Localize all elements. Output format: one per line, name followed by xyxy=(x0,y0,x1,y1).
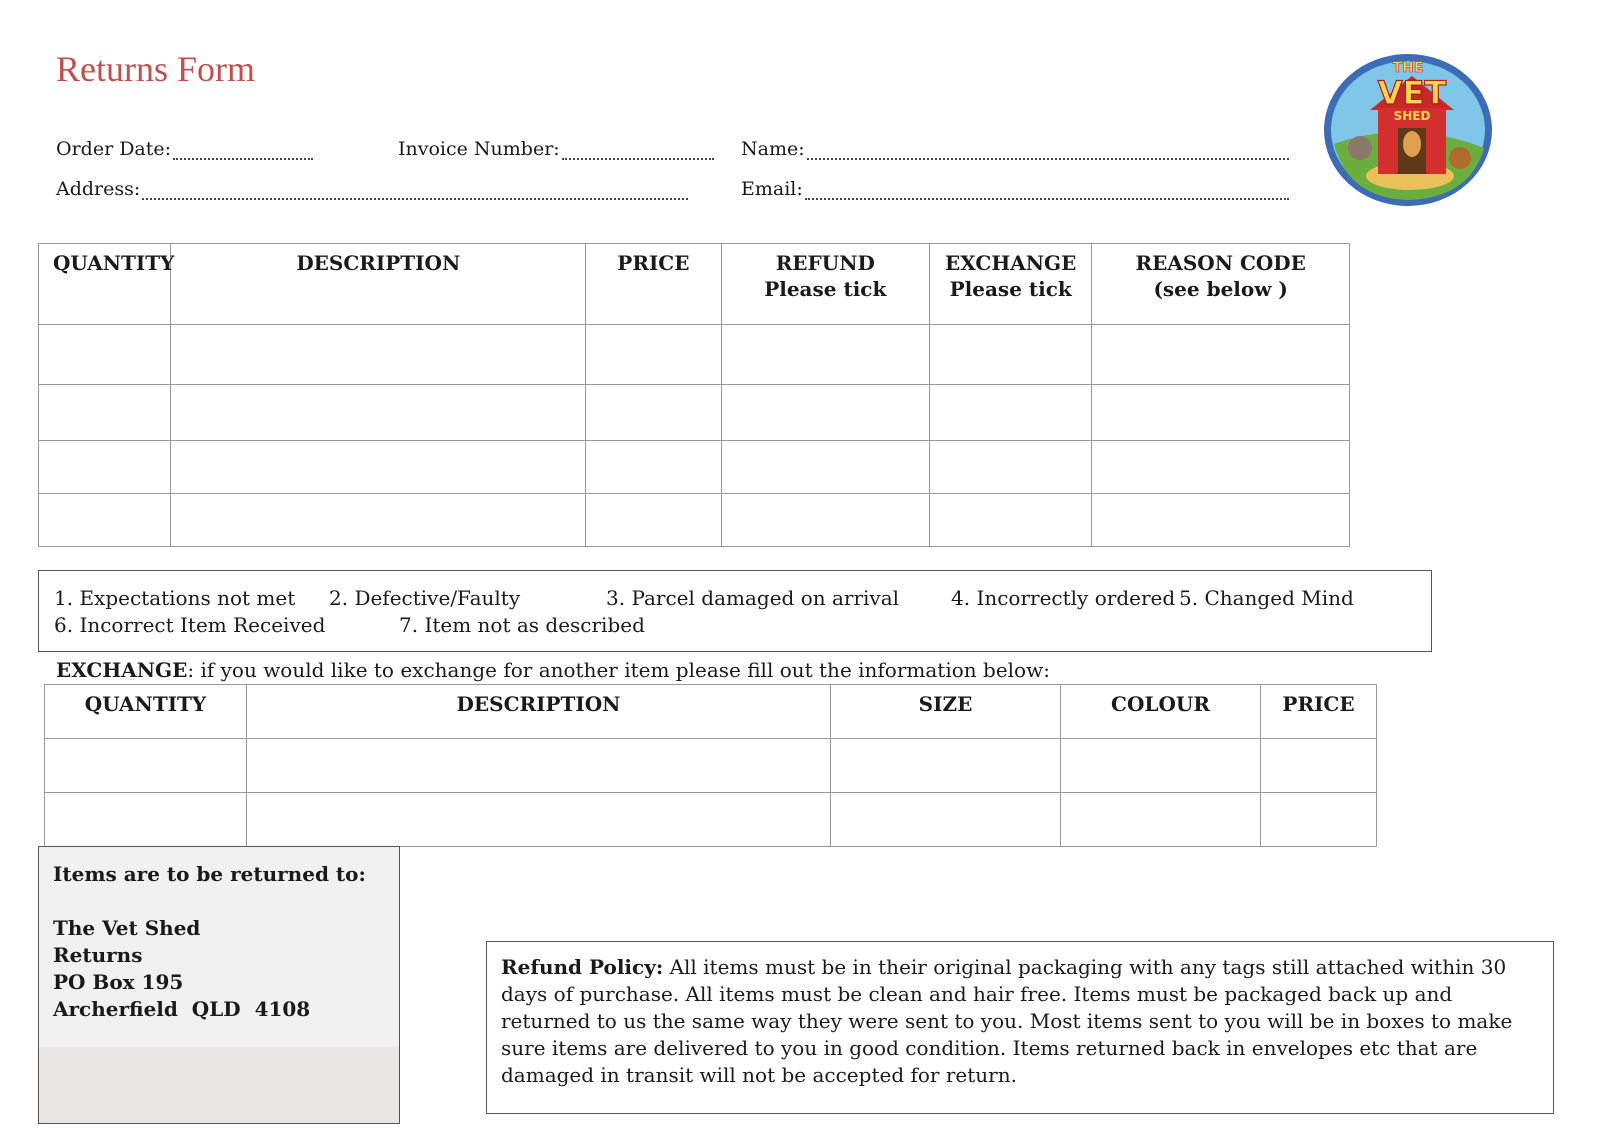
cell-description[interactable] xyxy=(247,793,831,847)
cell-exchange[interactable] xyxy=(930,441,1092,494)
cell-exchange[interactable] xyxy=(930,494,1092,547)
vet-shed-logo xyxy=(1320,48,1498,210)
reason-code-2: 2. Defective/Faulty xyxy=(329,586,521,610)
cell-size[interactable] xyxy=(831,739,1061,793)
exchange-note xyxy=(56,658,1050,682)
address-field[interactable] xyxy=(56,178,688,200)
order-date-label: Order Date: xyxy=(56,138,172,160)
cell-refund[interactable] xyxy=(721,325,929,385)
invoice-number-label: Invoice Number: xyxy=(398,138,560,160)
header-refund: REFUND Please tick xyxy=(721,244,929,325)
order-date-field[interactable] xyxy=(56,138,313,160)
address-line-company: The Vet Shed xyxy=(53,916,201,940)
name-label: Name: xyxy=(741,138,805,160)
cell-size[interactable] xyxy=(831,793,1061,847)
return-address-box xyxy=(38,846,400,1124)
cell-description[interactable] xyxy=(171,494,586,547)
cell-refund[interactable] xyxy=(721,385,929,441)
cell-price[interactable] xyxy=(1261,793,1377,847)
reason-codes-box xyxy=(38,570,1432,652)
reason-code-4: 4. Incorrectly ordered xyxy=(951,586,1176,610)
exchange-note-label: EXCHANGE xyxy=(56,658,188,682)
cell-refund[interactable] xyxy=(721,441,929,494)
cell-quantity[interactable] xyxy=(39,441,171,494)
cell-price[interactable] xyxy=(1261,739,1377,793)
name-field[interactable] xyxy=(741,138,1289,160)
address-line-department: Returns xyxy=(53,943,143,967)
cell-price[interactable] xyxy=(586,385,721,441)
cell-exchange[interactable] xyxy=(930,325,1092,385)
returns-header-row xyxy=(39,244,1350,325)
cell-refund[interactable] xyxy=(721,494,929,547)
logo-text-sub: SHED xyxy=(1393,109,1431,123)
cell-description[interactable] xyxy=(247,739,831,793)
cell-quantity[interactable] xyxy=(45,739,247,793)
cell-description[interactable] xyxy=(171,325,586,385)
return-address-heading: Items are to be returned to: xyxy=(53,862,366,886)
email-field[interactable] xyxy=(741,178,1289,200)
name-line[interactable] xyxy=(807,144,1289,160)
cell-colour[interactable] xyxy=(1061,793,1261,847)
cell-reason-code[interactable] xyxy=(1092,385,1350,441)
reason-code-6: 6. Incorrect Item Received xyxy=(54,613,326,637)
order-date-line[interactable] xyxy=(173,144,313,160)
exchange-header-quantity: QUANTITY xyxy=(45,685,247,739)
table-row xyxy=(45,793,1377,847)
cell-exchange[interactable] xyxy=(930,385,1092,441)
reason-code-3: 3. Parcel damaged on arrival xyxy=(606,586,900,610)
reason-code-7: 7. Item not as described xyxy=(399,613,645,637)
table-row xyxy=(39,385,1350,441)
exchange-header-row xyxy=(45,685,1377,739)
exchange-header-description: DESCRIPTION xyxy=(247,685,831,739)
address-line-po-box: PO Box 195 xyxy=(53,970,184,994)
header-description: DESCRIPTION xyxy=(171,244,586,325)
invoice-number-line[interactable] xyxy=(562,144,714,160)
header-exchange-sub: Please tick xyxy=(949,277,1072,301)
address-label: Address: xyxy=(56,178,141,200)
exchange-header-price: PRICE xyxy=(1261,685,1377,739)
cell-reason-code[interactable] xyxy=(1092,441,1350,494)
email-line[interactable] xyxy=(805,184,1289,200)
logo-text-main: VET xyxy=(1377,74,1447,112)
returns-table xyxy=(38,243,1350,547)
cell-price[interactable] xyxy=(586,325,721,385)
header-reason-code-sub: (see below ) xyxy=(1153,277,1288,301)
reason-code-1: 1. Expectations not met xyxy=(54,586,296,610)
exchange-note-text: : if you would like to exchange for another item please fill out the information below: xyxy=(187,658,1050,682)
header-quantity: QUANTITY xyxy=(39,244,171,325)
cell-reason-code[interactable] xyxy=(1092,325,1350,385)
logo-text-top: THE xyxy=(1392,60,1424,76)
exchange-table xyxy=(44,684,1377,847)
cell-description[interactable] xyxy=(171,385,586,441)
exchange-header-colour: COLOUR xyxy=(1061,685,1261,739)
cell-quantity[interactable] xyxy=(45,793,247,847)
cell-price[interactable] xyxy=(586,441,721,494)
form-title: Returns Form xyxy=(56,49,256,89)
cell-reason-code[interactable] xyxy=(1092,494,1350,547)
table-row xyxy=(39,494,1350,547)
refund-policy-label: Refund Policy: xyxy=(501,955,664,979)
cell-quantity[interactable] xyxy=(39,325,171,385)
cell-colour[interactable] xyxy=(1061,739,1261,793)
header-reason-code: REASON CODE (see below ) xyxy=(1092,244,1350,325)
email-label: Email: xyxy=(741,178,803,200)
table-row xyxy=(39,325,1350,385)
cell-price[interactable] xyxy=(586,494,721,547)
reason-code-5: 5. Changed Mind xyxy=(1179,586,1354,610)
header-price: PRICE xyxy=(586,244,721,325)
address-line[interactable] xyxy=(142,184,688,200)
refund-policy-text: All items must be in their original packaging with any tags still attached within 30 days of purchase. All items must be clean and hair free. Items must be packaged back up and returned to us the same way they were sent to you. Most items sent to you will be in boxes to make sure items are delivered to you in good condition. Items returned back in envelopes etc that are damaged in transit will not be accepted for return. xyxy=(501,955,1513,1087)
cell-description[interactable] xyxy=(171,441,586,494)
exchange-header-size: SIZE xyxy=(831,685,1061,739)
cell-quantity[interactable] xyxy=(39,385,171,441)
cell-quantity[interactable] xyxy=(39,494,171,547)
header-exchange: EXCHANGE Please tick xyxy=(930,244,1092,325)
header-refund-sub: Please tick xyxy=(764,277,887,301)
invoice-number-field[interactable] xyxy=(398,138,714,160)
table-row xyxy=(45,739,1377,793)
address-line-locality: Archerfield QLD 4108 xyxy=(53,997,311,1021)
refund-policy-box xyxy=(486,941,1554,1114)
table-row xyxy=(39,441,1350,494)
